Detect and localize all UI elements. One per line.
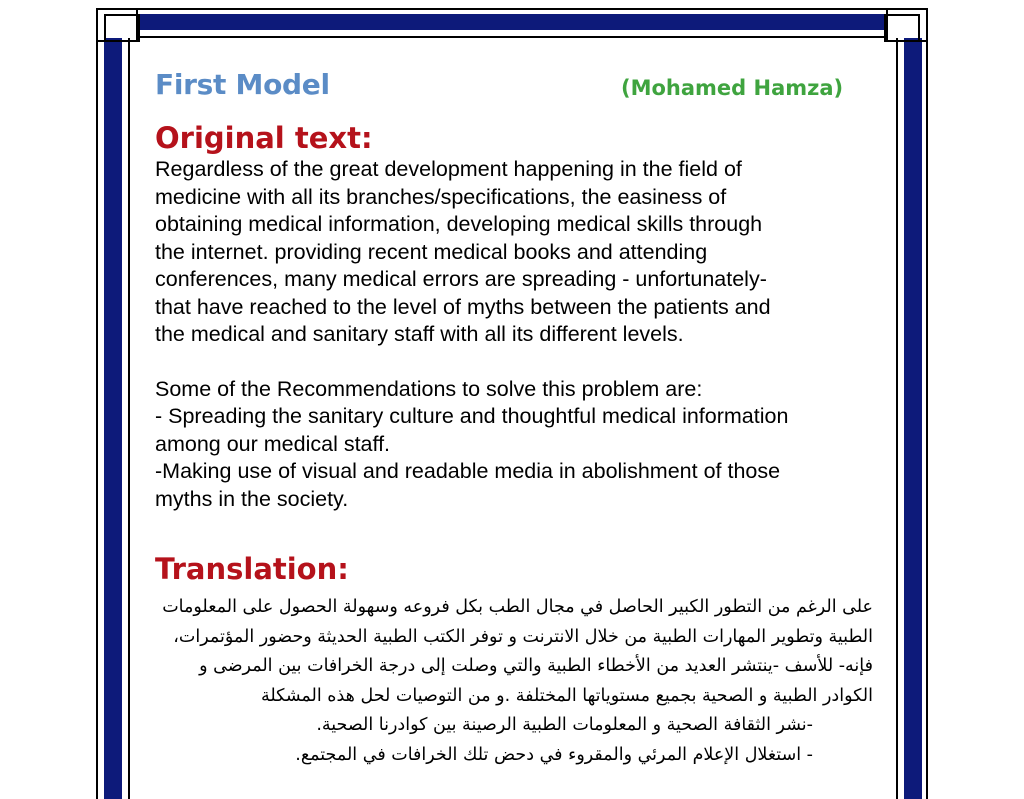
author-name: (Mohamed Hamza) — [621, 76, 844, 100]
document-content — [155, 66, 875, 770]
translation-block — [155, 593, 873, 711]
border-line-inner-top — [128, 36, 898, 38]
recommendations-paragraph: Some of the Recommendations to solve this problem are: - Spreading the sanitary culture and thoughtful medical information among our medical staff. -Making use of visual and readable media in abolishment of those myths in the society. — [155, 376, 789, 511]
border-line-left — [96, 8, 98, 799]
border-line-inner-right — [896, 36, 898, 799]
model-title: First Model — [155, 68, 330, 101]
original-text-paragraph: Regardless of the great development happening in the field of medicine with all its branches/specifications, the easiness of obtaining medical information, developing medical skills through the internet. providing recent medical books and attending conferences, many medical errors are spreading - unfortunately- that have reached to the level of myths between the patients and the medical and sanitary staff with all its different levels. — [155, 157, 771, 346]
translation-paragraph: على الرغم من التطور الكبير الحاصل في مجال الطب بكل فروعه وسهولة الحصول على المعلومات الطبية وتطوير المهارات الطبية من خلال الانترنت و توفر الكتب الطبية الحديثة وحضور المؤتمرات، فإنه- للأسف -ينتشر العديد من الأخطاء الطبية والتي وصلت إلى درجة الخرافات بين المرضى و الكوادر الطبية و الصحية بجميع مستوياتها المختلفة .و من التوصيات لحل هذه المشكلة — [162, 597, 873, 706]
original-text-heading: Original text: — [155, 121, 373, 155]
header-row — [155, 66, 875, 112]
border-line-right — [926, 8, 928, 799]
corner-ornament-top-left-inner — [104, 14, 140, 42]
translation-recommendation-1: -نشر الثقافة الصحية و المعلومات الطبية الرصينة بين كوادرنا الصحية. — [316, 715, 813, 735]
border-line-top — [96, 8, 928, 10]
translation-recommendations — [155, 711, 873, 770]
border-line-inner-left — [128, 36, 130, 799]
translation-heading: Translation: — [155, 552, 349, 586]
corner-ornament-top-right-inner — [884, 14, 920, 42]
translation-recommendation-2: - استغلال الإعلام المرئي والمقروء في دحض تلك الخرافات في المجتمع. — [295, 744, 813, 765]
